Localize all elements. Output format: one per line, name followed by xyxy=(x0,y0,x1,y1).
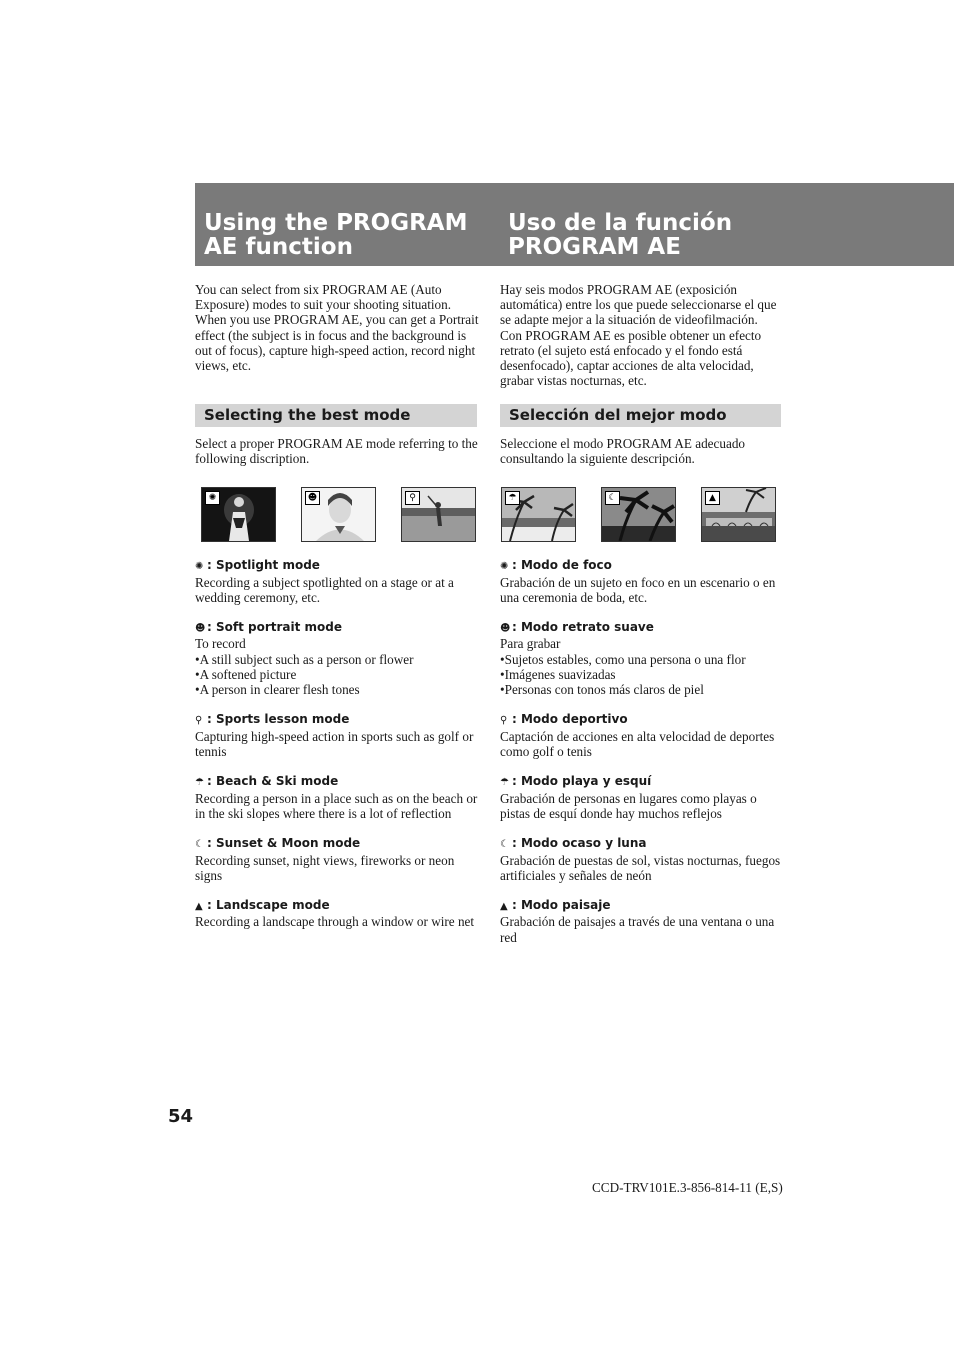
bullet-item: •A person in clearer flesh tones xyxy=(195,682,360,698)
page-title-english: Using the PROGRAM AE function xyxy=(204,210,468,260)
mode-title: : Modo ocaso y luna xyxy=(512,836,647,851)
mode-description: Capturing high-speed action in sports such as golf or tennis xyxy=(195,728,474,759)
intro-paragraph: You can select from six PROGRAM AE (Auto Exposure) modes to suit your shooting situation. When you use PROGRAM AE, you can get a Portrait effect (the subject is in focus and the background is out of focus), capture high-speed action, record night views, etc. xyxy=(195,282,479,374)
lead-paragraph: Select a proper PROGRAM AE mode referring to the following discription. xyxy=(195,436,478,467)
landscape-photo xyxy=(701,487,776,542)
landscape-icon: ▲ xyxy=(500,900,508,912)
mode-title: : Modo de foco xyxy=(512,558,612,572)
section-heading: Selecting the best mode xyxy=(195,404,477,427)
mode-description: Grabación de un sujeto en foco en un escenario o en una ceremonia de boda, etc. xyxy=(500,574,776,605)
list-item xyxy=(195,712,479,759)
english-mode-list xyxy=(195,558,479,945)
section-heading: Selección del mejor modo xyxy=(500,404,781,427)
beach-ski-icon: ☂ xyxy=(500,777,509,789)
bullet-item: •Personas con tonos más claros de piel xyxy=(500,682,704,698)
landscape-icon: ▲ xyxy=(705,491,720,505)
sports-lesson-icon: ⚲ xyxy=(500,715,508,727)
bullet-item: •Imágenes suavizadas xyxy=(500,666,616,682)
landscape-icon: ▲ xyxy=(195,900,203,912)
soft-portrait-photo xyxy=(301,487,376,542)
mode-description: Para grabar xyxy=(500,636,561,652)
page-number: 54 xyxy=(168,1106,194,1127)
mode-description: Recording a landscape through a window or wire net xyxy=(195,914,475,930)
beach-ski-icon: ☂ xyxy=(505,491,520,505)
sports-lesson-icon: ⚲ xyxy=(195,715,203,727)
mode-description: Grabación de paisajes a través de una ventana o una red xyxy=(500,914,775,945)
mode-title: : Modo deportivo xyxy=(512,712,628,727)
mode-title: : Modo playa y esquí xyxy=(512,774,652,789)
mode-description: Captación de acciones en alta velocidad de deportes como golf o tenis xyxy=(500,728,775,759)
list-item xyxy=(195,836,479,883)
mode-title: : Modo retrato suave xyxy=(512,619,654,634)
beach-ski-photo xyxy=(501,487,576,542)
soft-portrait-icon: ☻ xyxy=(305,491,320,505)
list-item xyxy=(500,620,782,697)
soft-portrait-icon: ☻ xyxy=(195,622,206,634)
spanish-mode-list xyxy=(500,558,782,960)
sports-lesson-icon: ⚲ xyxy=(405,491,420,505)
list-item xyxy=(195,774,479,821)
list-item xyxy=(195,898,479,930)
list-item xyxy=(195,620,479,697)
sunset-moon-icon: ☾ xyxy=(605,491,620,505)
intro-paragraph: Hay seis modos PROGRAM AE (exposición automática) entre los que puede seleccionarse el que se adapte mejor a la situación de videofilmación. Con PROGRAM AE es posible obtener un efecto retrato (el sujeto está enfocado y el fondo está desenfocado), captar acciones de alta velocidad, grabar vistas nocturnas, etc. xyxy=(500,282,777,389)
list-item xyxy=(500,712,782,759)
sports-lesson-photo xyxy=(401,487,476,542)
mode-description: Recording a subject spotlighted on a stage or at a wedding ceremony, etc. xyxy=(195,574,454,605)
list-item xyxy=(500,898,782,945)
sunset-moon-icon: ☾ xyxy=(195,839,204,851)
list-item xyxy=(500,836,782,883)
mode-title: : Sports lesson mode xyxy=(207,712,350,727)
list-item xyxy=(500,558,782,605)
sunset-moon-photo xyxy=(601,487,676,542)
mode-description: Recording a person in a place such as on the beach or in the ski slopes where there is a lot of reflection xyxy=(195,790,478,821)
page-title-spanish: Uso de la función PROGRAM AE xyxy=(508,210,733,260)
lead-paragraph: Seleccione el modo PROGRAM AE adecuado consultando la siguiente descripción. xyxy=(500,436,746,467)
mode-description: Grabación de personas en lugares como playas o pistas de esquí donde hay muchos reflejos xyxy=(500,790,757,821)
spotlight-icon: ✺ xyxy=(500,561,509,572)
sunset-moon-icon: ☾ xyxy=(500,839,509,851)
mode-description: Recording sunset, night views, fireworks or neon signs xyxy=(195,852,455,883)
english-column xyxy=(195,282,479,466)
spotlight-photo xyxy=(201,487,276,542)
spotlight-icon: ✺ xyxy=(205,491,220,505)
bullet-item: •Sujetos estables, como una persona o una flor xyxy=(500,651,746,667)
mode-title: : Soft portrait mode xyxy=(207,619,343,634)
mode-description: To record xyxy=(195,636,246,652)
beach-ski-icon: ☂ xyxy=(195,777,204,789)
spanish-column xyxy=(500,282,782,466)
mode-description: Grabación de puestas de sol, vistas nocturnas, fuegos artificiales y señales de neón xyxy=(500,852,781,883)
mode-photo-strip xyxy=(0,487,954,542)
spotlight-icon: ✺ xyxy=(195,561,204,572)
mode-title: : Modo paisaje xyxy=(512,897,611,912)
list-item xyxy=(500,774,782,821)
soft-portrait-icon: ☻ xyxy=(500,622,511,634)
list-item xyxy=(195,558,479,605)
mode-title: : Beach & Ski mode xyxy=(207,774,339,789)
mode-title: : Sunset & Moon mode xyxy=(207,836,361,851)
mode-title: : Landscape mode xyxy=(207,897,330,912)
model-code: CCD-TRV101E.3-856-814-11 (E,S) xyxy=(592,1180,783,1195)
mode-title: : Spotlight mode xyxy=(207,558,320,572)
bullet-item: •A softened picture xyxy=(195,666,297,682)
bullet-item: •A still subject such as a person or flower xyxy=(195,651,414,667)
